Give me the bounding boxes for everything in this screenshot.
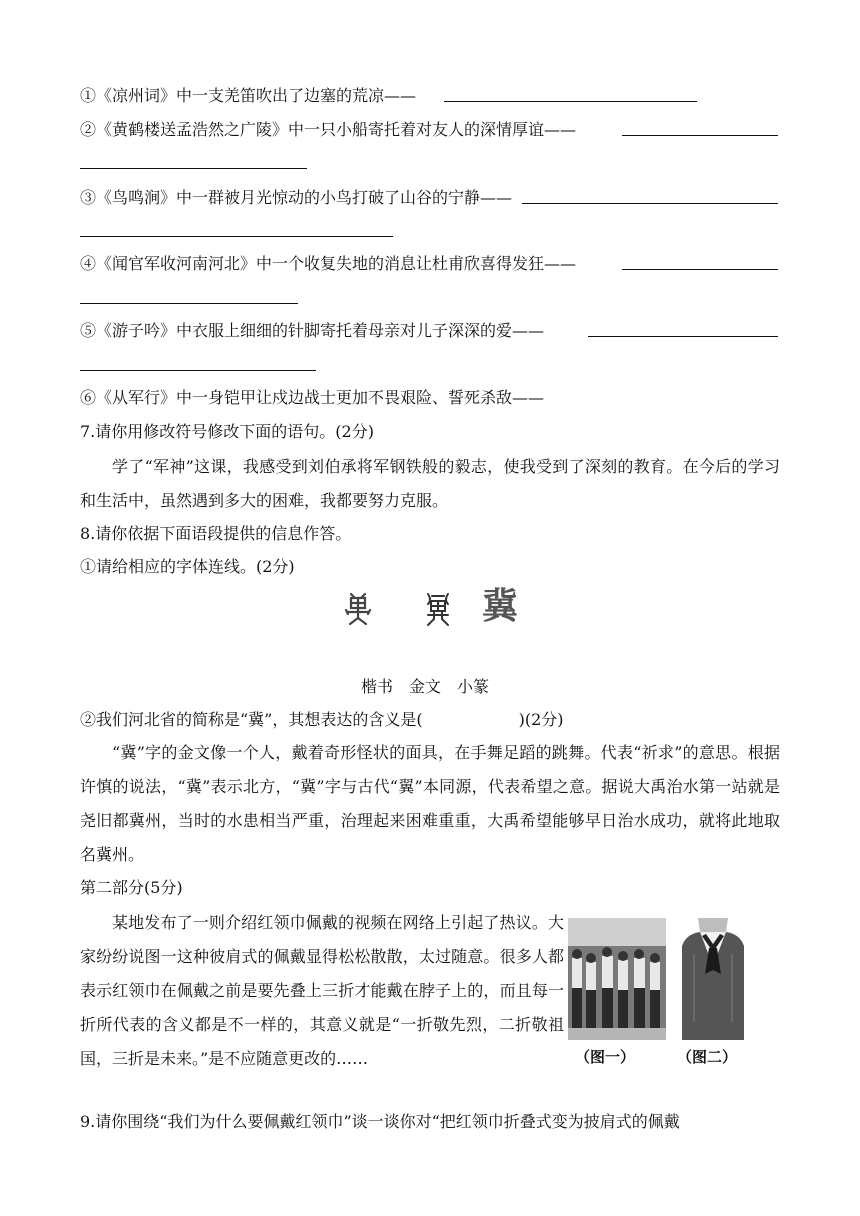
- q8-sub1: ①请给相应的字体连线。(2分): [80, 557, 295, 576]
- q8-sub2-prefix: ②我们河北省的简称是“冀”，其想表达的含义是(: [80, 710, 423, 729]
- part2-title: 第二部分(5分): [80, 878, 183, 897]
- answer-blank-5b[interactable]: [80, 370, 316, 371]
- q8-sub2-suffix: )(2分): [518, 710, 564, 729]
- q6-item-5: ⑤《游子吟》中衣服上细细的针脚寄托着母亲对儿子深深的爱——: [80, 321, 545, 340]
- figure-2-caption: （图二）: [677, 1048, 738, 1066]
- font-style-labels: 楷书 金文 小篆: [361, 677, 490, 696]
- q6-item-4: ④《闻官军收河南河北》中一个收复失地的消息让杜甫欣喜得发狂——: [80, 254, 577, 273]
- xiaozhuan-glyph: [418, 588, 458, 628]
- q7-title: 7.请你用修改符号修改下面的语句。(2分): [80, 422, 374, 441]
- q7-sentence: 学了“军神”这课，我感受到刘伯承将军钢铁般的毅志，使我受到了深刻的教育。在今后的学习和生活中，虽然遇到多大的困难，我都要努力克服。: [80, 457, 780, 510]
- figure-1-caption: （图一）: [575, 1048, 636, 1066]
- answer-blank-4b[interactable]: [80, 303, 298, 304]
- q8-sub2: [80, 708, 564, 732]
- answer-blank-5a[interactable]: [588, 336, 778, 337]
- answer-blank-3a[interactable]: [522, 203, 778, 204]
- figure-2-photo: [676, 918, 750, 1040]
- q8-title: 8.请你依据下面语段提供的信息作答。: [80, 524, 352, 543]
- red-scarf-passage: 某地发布了一则介绍红领巾佩戴的视频在网络上引起了热议。大家纷纷说图一这种彼肩式的佩戴显得松松散散，太过随意。很多人都表示红领巾在佩戴之前是要先叠上三折才能戴在脖子上的，而且每一折所代表的含义都是不一样的，其意义就是“一折敬先烈，二折敬祖国，三折是未来。”是不应随意更改的……: [80, 913, 564, 1068]
- ji-passage: “冀”字的金文像一个人，戴着奇形怪状的面具，在手舞足蹈的跳舞。代表“祈求”的意思。根据许慎的说法，“冀”表示北方，“冀”字与古代“翼”本同源，代表希望之意。据说大禹治水第一站就是尧旧都冀州，当时的水患相当严重，治理起来困难重重，大禹希望能够早日治水成功，就将此地取名冀州。: [80, 743, 780, 864]
- answer-blank-2a[interactable]: [622, 135, 778, 136]
- answer-blank-1[interactable]: [444, 101, 697, 102]
- kaishu-glyph: 冀: [482, 585, 519, 627]
- figure-1-photo: [568, 918, 666, 1040]
- q6-item-1: ①《凉州词》中一支羌笛吹出了边塞的荒凉——: [80, 86, 417, 105]
- jinwen-glyph: [338, 588, 378, 628]
- answer-blank-3b[interactable]: [80, 236, 393, 237]
- q6-item-2: ②《黄鹤楼送孟浩然之广陵》中一只小船寄托着对友人的深情厚谊——: [80, 120, 577, 139]
- answer-blank-2b[interactable]: [80, 168, 307, 169]
- q6-item-3: ③《鸟鸣涧》中一群被月光惊动的小鸟打破了山谷的宁静——: [80, 188, 513, 207]
- q6-item-6: ⑥《从军行》中一身铠甲让戍边战士更加不畏艰险、誓死杀敌——: [80, 388, 545, 407]
- answer-blank-4a[interactable]: [622, 269, 778, 270]
- q9-text: 9.请你围绕“我们为什么要佩戴红领巾”谈一谈你对“把红领巾折叠式变为披肩式的佩戴: [80, 1112, 680, 1131]
